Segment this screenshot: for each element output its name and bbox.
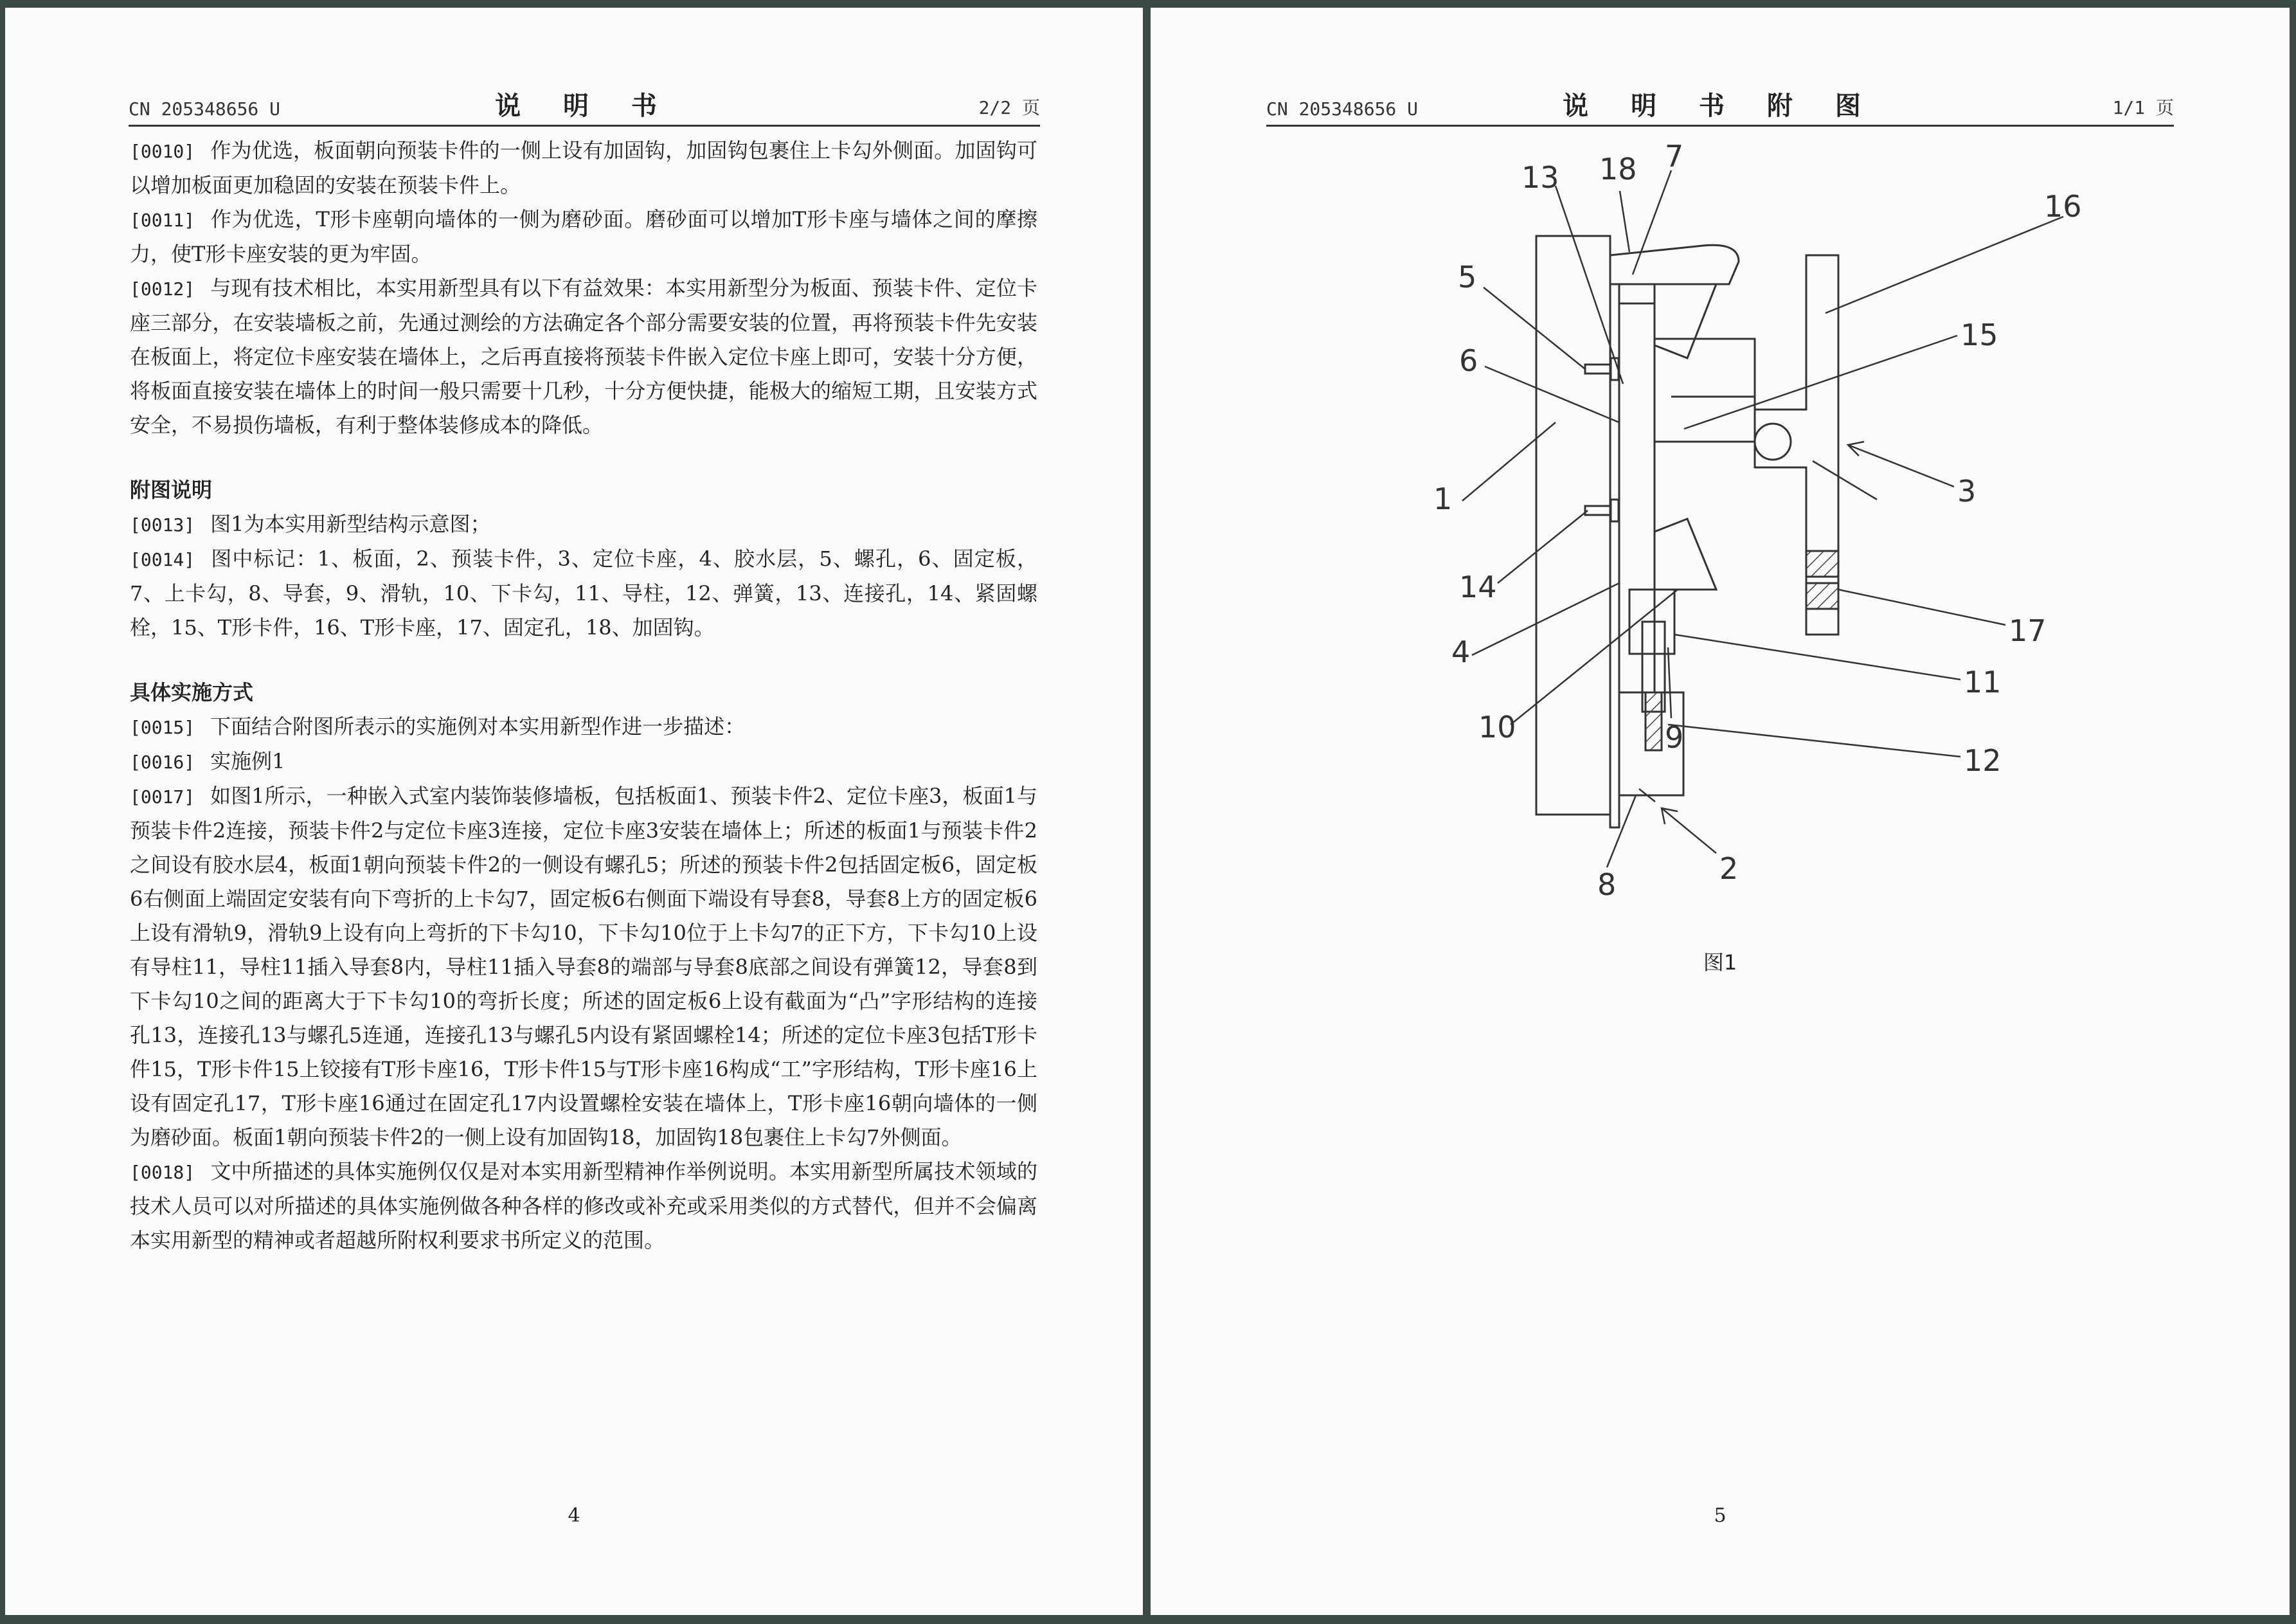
fixing-hole xyxy=(1806,551,1838,577)
paragraph xyxy=(130,507,1037,542)
section-heading-embodiment: 具体实施方式 xyxy=(130,680,254,705)
paragraph-number: [0016] xyxy=(130,752,195,773)
left-page xyxy=(5,8,1143,1615)
paragraph-text: 作为优选，板面朝向预装卡件的一侧上设有加固钩，加固钩包裹住上卡勾外侧面。加固钩可以增加板面更加稳固的安装在预装卡件上。 xyxy=(130,138,1037,197)
paragraph xyxy=(130,779,1037,1155)
label-18: 18 xyxy=(1599,152,1637,186)
description-body xyxy=(130,134,1037,1258)
page-indicator: 1/1 页 xyxy=(2112,97,2174,118)
paragraph xyxy=(130,542,1037,645)
paragraph-number: [0015] xyxy=(130,717,195,738)
label-3: 3 xyxy=(1957,474,1977,509)
label-1: 1 xyxy=(1433,482,1453,516)
paragraph-text: 图1为本实用新型结构示意图； xyxy=(210,512,491,536)
document-number: CN 205348656 U xyxy=(1266,98,1419,120)
label-7: 7 xyxy=(1665,139,1684,174)
page-title: 说 明 书 xyxy=(495,91,674,121)
paragraph-number: [0011] xyxy=(130,210,195,231)
label-16: 16 xyxy=(2044,189,2082,224)
section-heading-drawings: 附图说明 xyxy=(130,478,213,502)
label-14: 14 xyxy=(1459,570,1497,604)
label-11: 11 xyxy=(1964,665,2002,699)
page-header xyxy=(129,84,1040,127)
paragraph-number: [0018] xyxy=(130,1162,195,1183)
paragraph xyxy=(130,134,1037,203)
paragraph xyxy=(130,203,1037,271)
page-number: 5 xyxy=(1714,1504,1726,1527)
right-page xyxy=(1151,8,2290,1615)
hinge-circle xyxy=(1755,424,1791,460)
label-6: 6 xyxy=(1459,343,1478,378)
label-17: 17 xyxy=(2009,613,2047,648)
paragraph-text: 作为优选，T形卡座朝向墙体的一侧为磨砂面。磨砂面可以增加T形卡座与墙体之间的摩擦力，使T形卡座安装的更为牢固。 xyxy=(130,207,1037,266)
page-header xyxy=(1266,84,2174,127)
bolt-head xyxy=(1611,500,1619,521)
figure-caption: 图1 xyxy=(1703,950,1737,975)
label-10: 10 xyxy=(1478,710,1516,744)
structure-diagram xyxy=(1395,127,2082,962)
label-8: 8 xyxy=(1597,867,1617,902)
paragraph-number: [0012] xyxy=(130,278,195,300)
paragraph xyxy=(130,1155,1037,1258)
board-panel xyxy=(1536,236,1610,815)
paragraph xyxy=(130,710,1037,744)
label-13: 13 xyxy=(1521,160,1559,195)
paragraph-text: 文中所描述的具体实施例仅仅是对本实用新型精神作举例说明。本实用新型所属技术领域的技术人员可以对所描述的具体实施例做各种各样的修改或补充或采用类似的方式替代，但并不会偏离本实用新型的精神或者超越所附权利要求书所定义的范围。 xyxy=(130,1159,1037,1252)
paragraph-number: [0013] xyxy=(130,514,195,536)
figure-1 xyxy=(1395,127,2082,965)
page-indicator: 2/2 页 xyxy=(978,97,1040,118)
paragraph-text: 与现有技术相比，本实用新型具有以下有益效果：本实用新型分为板面、预装卡件、定位卡座三部分，在安装墙板之前，先通过测绘的方法确定各个部分需要安装的位置，再将预装卡件先安装在板面上，将定位卡座安装在墙体上，之后再直接将预装卡件嵌入定位卡座上即可，安装十分方便，将板面直接安装在墙体上的时间一般只需要十几秒，十分方便快捷，能极大的缩短工期，且安装方式安全，不易损伤墙板，有利于整体装修成本的降低。 xyxy=(130,276,1037,437)
fastening-bolt xyxy=(1585,506,1611,515)
label-15: 15 xyxy=(1960,318,1998,352)
fixing-plate xyxy=(1619,303,1655,692)
page-title: 说 明 书 附 图 xyxy=(1563,91,1878,121)
paragraph-number: [0017] xyxy=(130,786,195,807)
paragraph xyxy=(130,744,1037,779)
paragraph-number: [0010] xyxy=(130,141,195,162)
spring xyxy=(1646,692,1662,750)
paragraph xyxy=(130,271,1037,442)
t-shaped-piece xyxy=(1655,339,1755,442)
label-4: 4 xyxy=(1451,635,1471,669)
label-9: 9 xyxy=(1665,720,1684,755)
arrows xyxy=(1662,442,1954,853)
paragraph-text: 如图1所示，一种嵌入式室内装饰装修墙板，包括板面1、预装卡件2、定位卡座3，板面1与预装卡件2连接，预装卡件2与定位卡座3连接，定位卡座3安装在墙体上；所述的板面1与预装卡件2之间设有胶水层4，板面1朝向预装卡件2的一侧设有螺孔5；所述的预装卡件2包括固定板6，固定板6右侧面上端固定安装有向下弯折的上卡勾7，固定板6右侧面下端设有导套8，导套8上方的固定板6上设有滑轨9，滑轨9上设有向上弯折的下卡勾10，下卡勾10位于上卡勾7的正下方，下卡勾10上设有导柱11，导柱11插入导套8内，导柱11插入导套8的端部与导套8底部之间设有弹簧12，导套8到下卡勾10之间的距离大于下卡勾10的弯折长度；所述的固定板6上设有截面为“凸”字形结构的连接孔13，连接孔13与螺孔5连通，连接孔13与螺孔5内设有紧固螺栓14；所述的定位卡座3包括T形卡件15，T形卡件15上铰接有T形卡座16，T形卡件15与T形卡座16构成“工”字形结构，T形卡座16上设有固定孔17，T形卡座16通过在固定孔17内设置螺栓安装在墙体上，T形卡座16朝向墙体的一侧为磨砂面。板面1朝向预装卡件2的一侧上设有加固钩18，加固钩18包裹住上卡勾7外侧面。 xyxy=(130,784,1037,1150)
fixing-hole xyxy=(1806,583,1838,609)
paragraph-text: 图中标记：1、板面，2、预装卡件，3、定位卡座，4、胶水层，5、螺孔，6、固定板，7、上卡勾，8、导套，9、滑轨，10、下卡勾，11、导柱，12、弹簧，13、连接孔，14、紧固螺栓，15、T形卡件，16、T形卡座，17、固定孔，18、加固钩。 xyxy=(130,546,1037,640)
paragraph-text: 下面结合附图所表示的实施例对本实用新型作进一步描述： xyxy=(210,714,746,739)
paragraph-number: [0014] xyxy=(130,549,195,570)
fastening-bolt xyxy=(1585,365,1611,374)
label-12: 12 xyxy=(1964,743,2002,778)
label-5: 5 xyxy=(1458,260,1477,294)
upper-hook xyxy=(1655,284,1716,358)
label-2: 2 xyxy=(1719,851,1739,886)
paragraph-text: 实施例1 xyxy=(210,749,285,773)
page-number: 4 xyxy=(568,1504,580,1527)
lower-hook xyxy=(1655,519,1716,590)
document-number: CN 205348656 U xyxy=(129,98,281,120)
